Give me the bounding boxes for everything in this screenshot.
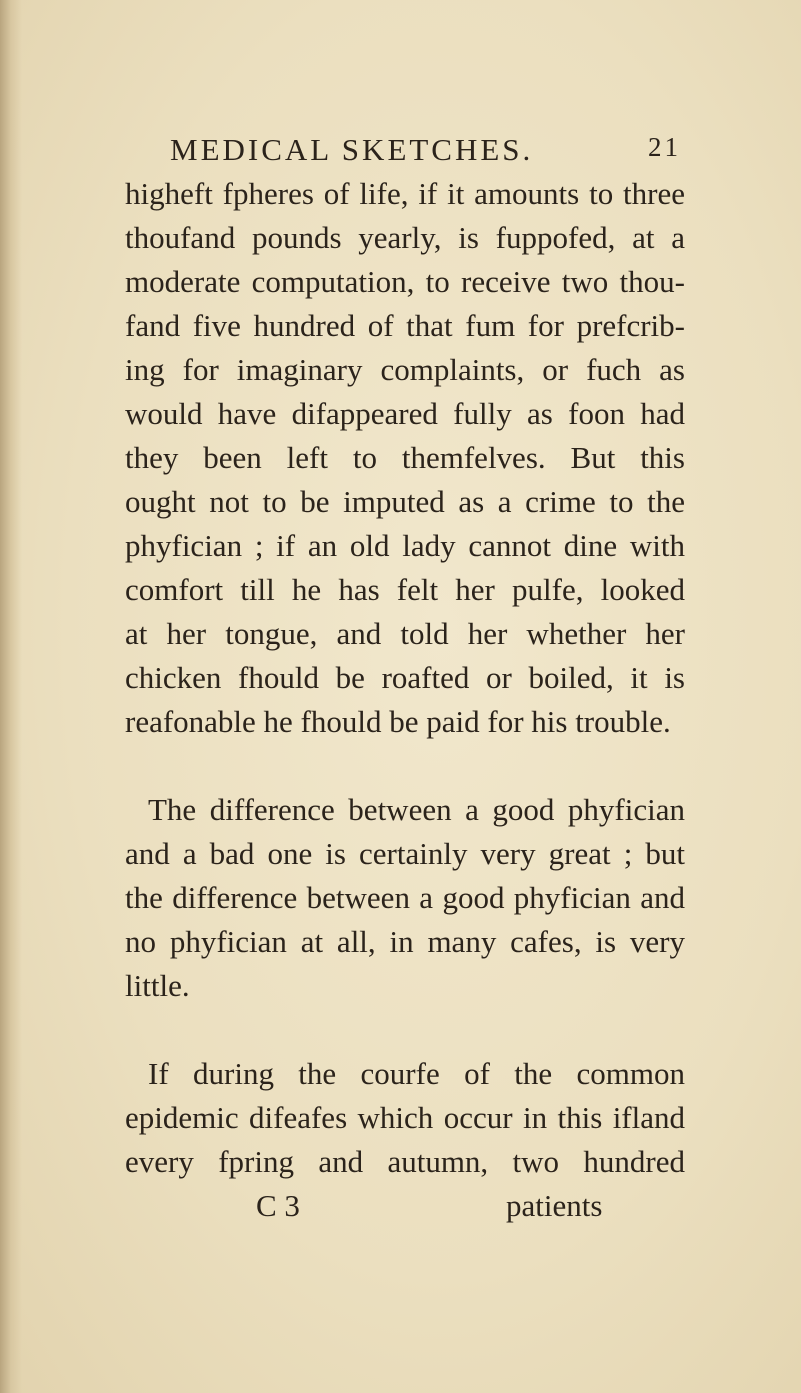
text-line: ought not to be imputed as a crime to the [125,484,685,519]
catchword: patients [506,1188,603,1223]
running-title: MEDICAL SKETCHES. [170,132,534,167]
text-line: If during the courfe of the common [148,1056,685,1091]
text-line: ing for imaginary complaints, or fuch as [125,352,685,387]
page-number: 21 [648,132,681,162]
text-line: comfort till he has felt her pulfe, looked [125,572,685,607]
signature-mark: C 3 [256,1188,300,1223]
text-line: the difference between a good phyfician and [125,880,685,915]
page-gutter-shadow [0,0,22,1393]
text-line: fand five hundred of that fum for prefcrib- [125,308,685,343]
text-line: higheft fpheres of life, if it amounts to three [125,176,685,211]
text-line: at her tongue, and told her whether her [125,616,685,651]
body-text [125,172,685,1228]
text-line: every fpring and autumn, two hundred [125,1144,685,1179]
text-line: chicken fhould be roafted or boiled, it is [125,660,685,695]
text-line: and a bad one is certainly very great ; but [125,836,685,871]
paragraph-gap [125,1008,685,1052]
text-line: they been left to themfelves. But this [125,440,685,475]
page-footer [125,1184,685,1228]
text-line: reafonable he fhould be paid for his trouble. [125,704,671,739]
text-line: little. [125,968,190,1003]
text-line: epidemic difeafes which occur in this ifland [125,1100,685,1135]
paragraph-gap [125,744,685,788]
text-line: would have difappeared fully as foon had [125,396,685,431]
text-line: phyfician ; if an old lady cannot dine with [125,528,685,563]
text-line: moderate computation, to receive two thou- [125,264,685,299]
text-line: no phyfician at all, in many cafes, is very [125,924,685,959]
text-line: The difference between a good phyfician [148,792,685,827]
text-line: thoufand pounds yearly, is fuppofed, at a [125,220,685,255]
